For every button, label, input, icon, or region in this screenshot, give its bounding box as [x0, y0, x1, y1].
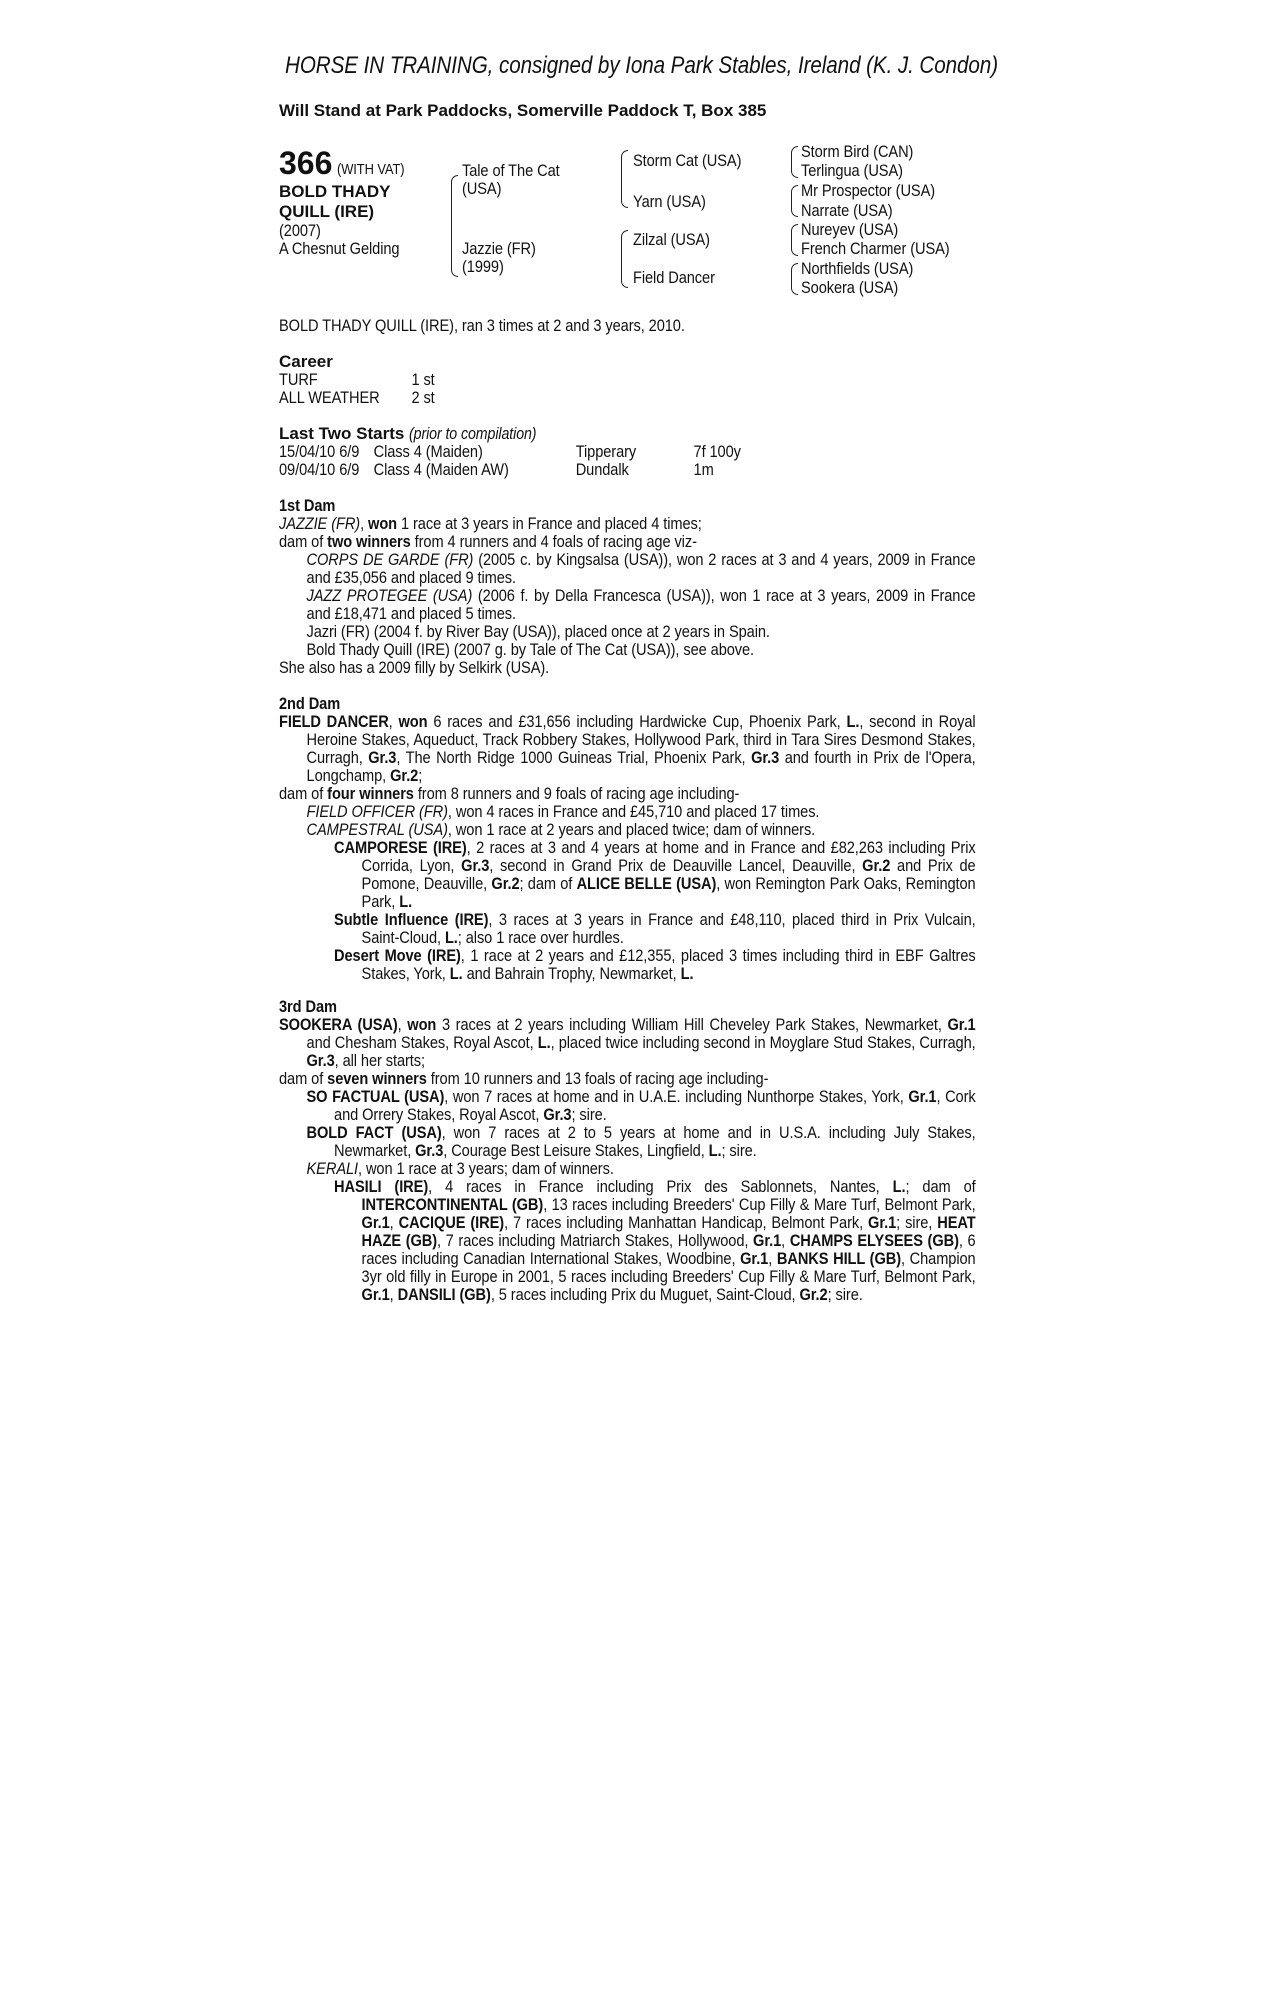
produce-record: HASILI (IRE), 4 races in France including Prix des Sablonnets, Nantes, L.; dam of INTERCONTINENTAL (GB), 13 races including Breeders' Cup Filly & Mare Turf, Belmont Park, Gr.1, CACIQUE (IRE), 7 races including Manhattan Handicap, Belmont Park, Gr.1; sire, HEAT HAZE (GB), 7 races including Matriarch Stakes, Hollywood, Gr.1, CHAMPS ELYSEES (GB), 6 races including Canadian International Stakes, Woodbine, Gr.1, BANKS HILL (GB), Champion 3yr old filly in Europe in 2001, 5 races including Breeders' Cup Filly & Mare Turf, Belmont Park, Gr.1, DANSILI (GB), 5 races including Prix du Muguet, Saint-Cloud, Gr.2; sire. — [334, 1177, 976, 1304]
career-surface: ALL WEATHER — [279, 388, 380, 407]
third-dam-heading: 3rd Dam — [279, 997, 337, 1016]
start-date: 15/04/10 — [279, 442, 336, 461]
produce-record: BOLD FACT (USA), won 7 races at 2 to 5 years at home and in U.S.A. including July Stakes, Newmarket, Gr.3, Courage Best Leisure Stakes, Lingfield, L.; sire. — [306, 1123, 976, 1160]
pedigree-brace — [791, 185, 798, 217]
produce-note: She also has a 2009 filly by Selkirk (USA). — [279, 658, 550, 677]
sds: Mr Prospector (USA) — [801, 181, 936, 200]
career-rows — [279, 371, 933, 407]
dss: Nureyev (USA) — [801, 220, 899, 239]
consignor-header: HORSE IN TRAINING, consigned by Iona Park Stables, Ireland (K. J. Condon) — [285, 52, 998, 79]
produce-record: JAZZ PROTEGEE (USA) (2006 f. by Della Francesca (USA)), won 1 race at 3 years, 2009 in France and £18,471 and placed 5 times. — [306, 586, 976, 623]
dam: Jazzie (FR) — [462, 239, 536, 258]
pedigree-brace — [621, 230, 628, 288]
third-dam-section: 3rd Dam SOOKERA (USA), won 3 races at 2 years including William Hill Cheveley Park Stakes, Newmarket, Gr.1 and Chesham Stakes, Royal Ascot, L., placed twice including second in Moyglare Stud Stakes, Curragh, Gr.3, all her starts; dam of seven winners from 10 runners and 13 foals of racing age including- SO FACTUAL (USA), won 7 races at home and in U.A.E. including Nunthorpe Stakes, York, Gr.1, Cork and Orrery Stakes, Royal Ascot, Gr.3; sire. BOLD FACT (USA), won 7 races at 2 to 5 years at home and in U.S.A. including July Stakes, Newmarket, Gr.3, Courage Best Leisure Stakes, Lingfield, L.; sire. KERALI, won 1 race at 3 years; dam of winners. HASILI (IRE), 4 races in France including Prix des Sablonnets, Nantes, L.; dam of INTERCONTINENTAL (GB), 13 races including Breeders' Cup Filly & Mare Turf, Belmont Park, Gr.1, CACIQUE (IRE), 7 races including Manhattan Handicap, Belmont Park, Gr.1; sire, HEAT HAZE (GB), 7 races including Matriarch Stakes, Hollywood, Gr.1, CHAMPS ELYSEES (GB), 6 races including Canadian International Stakes, Woodbine, Gr.1, BANKS HILL (GB), Champion 3yr old filly in Europe in 2001, 5 races including Breeders' Cup Filly & Mare Turf, Belmont Park, Gr.1, DANSILI (GB), 5 races including Prix du Muguet, Saint-Cloud, Gr.2; sire. — [279, 997, 976, 1304]
last-starts-heading-line — [279, 425, 1039, 443]
last-starts-rows — [279, 443, 933, 479]
first-dam-name: JAZZIE (FR) — [279, 514, 361, 533]
produce-record: CORPS DE GARDE (FR) (2005 c. by Kingsalsa (USA)), won 2 races at 3 and 4 years, 2009 in France and £35,056 and placed 9 times. — [306, 550, 976, 587]
sdd: Narrate (USA) — [801, 201, 893, 220]
last-starts-heading: Last Two Starts — [279, 424, 405, 443]
dam-sire: Zilzal (USA) — [633, 230, 710, 249]
sire-sire: Storm Cat (USA) — [633, 151, 742, 170]
dds: Northfields (USA) — [801, 259, 914, 278]
pedigree-brace — [621, 150, 628, 208]
horse-name-line2: QUILL (IRE) — [279, 202, 375, 221]
horse-name-line1: BOLD THADY — [279, 182, 391, 201]
second-dam-heading: 2nd Dam — [279, 694, 341, 713]
produce-record: FIELD OFFICER (FR), won 4 races in France and £45,710 and placed 17 times. — [306, 802, 820, 821]
produce-record: Desert Move (IRE), 1 race at 2 years and £12,355, placed 3 times including third in EBF Galtres Stakes, York, L. and Bahrain Trophy, Newmarket, L. — [334, 946, 976, 983]
dam-dam: Field Dancer — [633, 268, 715, 287]
race-summary: BOLD THADY QUILL (IRE), ran 3 times at 2 and 3 years, 2010. — [279, 316, 685, 335]
produce-record: CAMPESTRAL (USA), won 1 race at 2 years and placed twice; dam of winners. — [306, 820, 816, 839]
sire: Tale of The Cat — [462, 161, 560, 180]
sss: Storm Bird (CAN) — [801, 142, 914, 161]
ssd: Terlingua (USA) — [801, 161, 903, 180]
produce-record: SO FACTUAL (USA), won 7 races at home and in U.A.E. including Nunthorpe Stakes, York, Gr.1, Cork and Orrery Stakes, Royal Ascot, Gr.3; sire. — [306, 1087, 976, 1124]
career-heading: Career — [279, 352, 333, 371]
start-distance: 7f 100y — [693, 442, 741, 461]
last-starts-section — [279, 425, 1039, 479]
first-dam-section: 1st Dam JAZZIE (FR), won 1 race at 3 years in France and placed 4 times; dam of two winners from 4 runners and 4 foals of racing age viz- CORPS DE GARDE (FR) (2005 c. by Kingsalsa (USA)), won 2 races at 3 and 4 years, 2009 in France and £35,056 and placed 9 times. JAZZ PROTEGEE (USA) (2006 f. by Della Francesca (USA)), won 1 race at 3 years, 2009 in France and £18,471 and placed 5 times. Jazri (FR) (2004 f. by River Bay (USA)), placed once at 2 years in Spain. Bold Thady Quill (IRE) (2007 g. by Tale of The Cat (USA)), see above. She also has a 2009 filly by Selkirk (USA). — [279, 496, 976, 677]
first-dam-heading: 1st Dam — [279, 496, 336, 515]
dam-year: (1999) — [462, 257, 504, 276]
produce-record: Bold Thady Quill (IRE) (2007 g. by Tale of The Cat (USA)), see above. — [306, 640, 755, 659]
stand-location: Will Stand at Park Paddocks, Somerville Paddock T, Box 385 — [279, 101, 767, 120]
start-date: 09/04/10 — [279, 460, 336, 479]
start-course: Dundalk — [575, 460, 629, 479]
dsd: French Charmer (USA) — [801, 239, 950, 258]
career-record: 2 st — [411, 388, 435, 407]
career-section — [279, 353, 1039, 407]
pedigree-brace — [451, 175, 458, 277]
sire-country: (USA) — [462, 179, 502, 198]
sire-dam: Yarn (USA) — [633, 192, 706, 211]
pedigree-brace — [791, 263, 798, 295]
produce-record: Subtle Influence (IRE), 3 races at 3 years in France and £48,110, placed third in Prix Vulcain, Saint-Cloud, L.; also 1 race over hurdles. — [334, 910, 976, 947]
last-starts-note: (prior to compilation) — [409, 425, 537, 443]
start-position: 6/9 — [339, 442, 360, 461]
second-dam-record: FIELD DANCER, won 6 races and £31,656 including Hardwicke Cup, Phoenix Park, L., second in Royal Heroine Stakes, Aqueduct, Track Robbery Stakes, Hollywood Park, third in Tara Sires Desmond Stakes, Curragh, Gr.3, The North Ridge 1000 Guineas Trial, Phoenix Park, Gr.3 and fourth in Prix de l'Opera, Longchamp, Gr.2; — [279, 712, 976, 785]
lot-number: 366 — [279, 145, 333, 181]
produce-record: Jazri (FR) (2004 f. by River Bay (USA)), placed once at 2 years in Spain. — [306, 622, 770, 641]
foaling-year: (2007) — [279, 221, 321, 240]
career-record: 1 st — [411, 370, 435, 389]
pedigree-brace — [791, 224, 798, 256]
pedigree-brace — [791, 146, 798, 178]
produce-record: KERALI, won 1 race at 3 years; dam of winners. — [306, 1159, 614, 1178]
horse-info — [279, 222, 399, 258]
start-position: 6/9 — [339, 460, 360, 479]
career-surface: TURF — [279, 370, 318, 389]
start-course: Tipperary — [575, 442, 637, 461]
produce-record: CAMPORESE (IRE), 2 races at 3 and 4 years at home and in France and £82,263 including Prix Corrida, Lyon, Gr.3, second in Grand Prix de Deauville Lancel, Deauville, Gr.2 and Prix de Pomone, Deauville, Gr.2; dam of ALICE BELLE (USA), won Remington Park Oaks, Remington Park, L. — [334, 838, 976, 911]
horse-description: A Chesnut Gelding — [279, 239, 400, 258]
third-dam-record: SOOKERA (USA), won 3 races at 2 years including William Hill Cheveley Park Stakes, Newmarket, Gr.1 and Chesham Stakes, Royal Ascot, L., placed twice including second in Moyglare Stud Stakes, Curragh, Gr.3, all her starts; — [279, 1015, 976, 1070]
vat-label: (WITH VAT) — [336, 161, 405, 178]
ddd: Sookera (USA) — [801, 278, 899, 297]
start-race: Class 4 (Maiden AW) — [373, 460, 509, 479]
horse-name — [279, 182, 390, 222]
lot-heading — [279, 145, 415, 182]
second-dam-section: 2nd Dam FIELD DANCER, won 6 races and £31,656 including Hardwicke Cup, Phoenix Park, L., second in Royal Heroine Stakes, Aqueduct, Track Robbery Stakes, Hollywood Park, third in Tara Sires Desmond Stakes, Curragh, Gr.3, The North Ridge 1000 Guineas Trial, Phoenix Park, Gr.3 and fourth in Prix de l'Opera, Longchamp, Gr.2; dam of four winners from 8 runners and 9 foals of racing age including- FIELD OFFICER (FR), won 4 races in France and £45,710 and placed 17 times. CAMPESTRAL (USA), won 1 race at 2 years and placed twice; dam of winners. CAMPORESE (IRE), 2 races at 3 and 4 years at home and in France and £82,263 including Prix Corrida, Lyon, Gr.3, second in Grand Prix de Deauville Lancel, Deauville, Gr.2 and Prix de Pomone, Deauville, Gr.2; dam of ALICE BELLE (USA), won Remington Park Oaks, Remington Park, L. Subtle Influence (IRE), 3 races at 3 years in France and £48,110, placed third in Prix Vulcain, Saint-Cloud, L.; also 1 race over hurdles. Desert Move (IRE), 1 race at 2 years and £12,355, placed 3 times including third in EBF Galtres Stakes, York, L. and Bahrain Trophy, Newmarket, L. — [279, 694, 976, 983]
start-distance: 1m — [693, 460, 714, 479]
start-race: Class 4 (Maiden) — [373, 442, 483, 461]
